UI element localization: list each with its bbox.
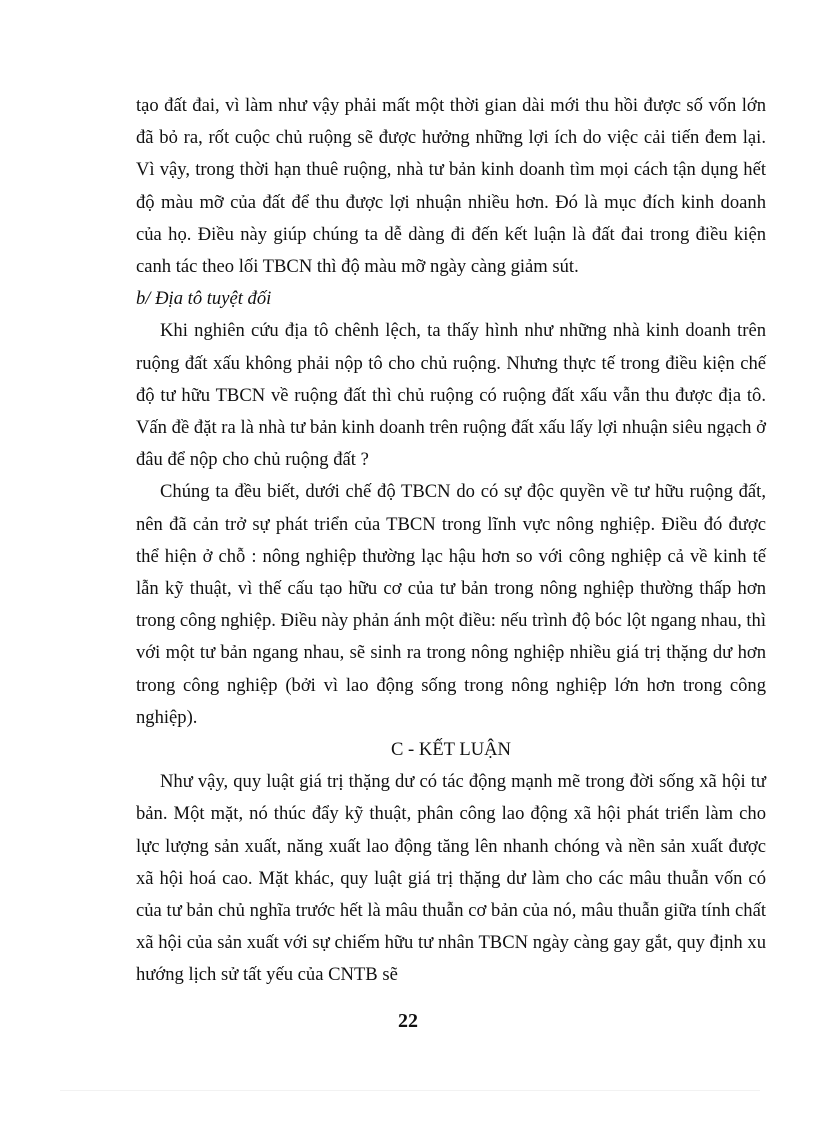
body-text [136, 90, 766, 992]
paragraph-continuation: tạo đất đai, vì làm như vậy phải mất một thời gian dài mới thu hồi được số vốn lớn đã bỏ ra, rốt cuộc chủ ruộng sẽ được hưởng những lợi ích do việc cải tiến đem lại. Vì vậy, trong thời hạn thuê ruộng, nhà tư bản kinh doanh tìm mọi cách tận dụng hết độ màu mỡ của đất để thu được lợi nhuận nhiều hơn. Đó là mục đích kinh doanh của họ. Điều này giúp chúng ta dễ dàng đi đến kết luận là đất đai trong điều kiện canh tác theo lối TBCN thì độ màu mỡ ngày càng giảm sút. [136, 95, 766, 278]
paragraph-monopoly-ownership: Chúng ta đều biết, dưới chế độ TBCN do có sự độc quyền về tư hữu ruộng đất, nên đã cản trở sự phát triển của TBCN trong lĩnh vực nông nghiệp. Điều đó được thể hiện ở chỗ : nông nghiệp thường lạc hậu hơn so với công nghiệp cả về kinh tế lẫn kỹ thuật, vì thế cấu tạo hữu cơ của tư bản trong nông nghiệp thường thấp hơn trong công nghiệp. Điều này phản ánh một điều: nếu trình độ bóc lột ngang nhau, thì với một tư bản ngang nhau, sẽ sinh ra trong nông nghiệp nhiều giá trị thặng dư hơn trong công nghiệp (bởi vì lao động sống trong nông nghiệp lớn hơn trong công nghiệp). [136, 481, 766, 728]
paragraph-absolute-rent-intro: Khi nghiên cứu địa tô chênh lệch, ta thấy hình như những nhà kinh doanh trên ruộng đất xấu không phải nộp tô cho chủ ruộng. Nhưng thực tế trong điều kiện chế độ tư hữu TBCN về ruộng đất thì chủ ruộng có ruộng đất xấu vẫn thu được địa tô. Vấn đề đặt ra là nhà tư bản kinh doanh trên ruộng đất xấu lấy lợi nhuận siêu ngạch ở đâu để nộp cho chủ ruộng đất ? [136, 320, 766, 471]
page-number: 22 [398, 1010, 418, 1032]
paragraph-conclusion: Như vậy, quy luật giá trị thặng dư có tác động mạnh mẽ trong đời sống xã hội tư bản. Một mặt, nó thúc đẩy kỹ thuật, phân công lao động xã hội phát triển làm cho lực lượng sản xuất, năng xuất lao động tăng lên nhanh chóng và nền sản xuất được xã hội hoá cao. Mặt khác, quy luật giá trị thặng dư làm cho các mâu thuẫn vốn có của tư bản chủ nghĩa trước hết là mâu thuẫn cơ bản của nó, mâu thuẫn giữa tính chất xã hội của sản xuất với sự chiếm hữu tư nhân TBCN ngày càng gay gắt, quy định xu hướng lịch sử tất yếu của CNTB sẽ [136, 771, 766, 986]
subheading-absolute-rent: b/ Địa tô tuyệt đối [136, 288, 272, 310]
page-bottom-divider [60, 1090, 760, 1091]
section-heading-conclusion: C - KẾT LUẬN [391, 739, 511, 761]
